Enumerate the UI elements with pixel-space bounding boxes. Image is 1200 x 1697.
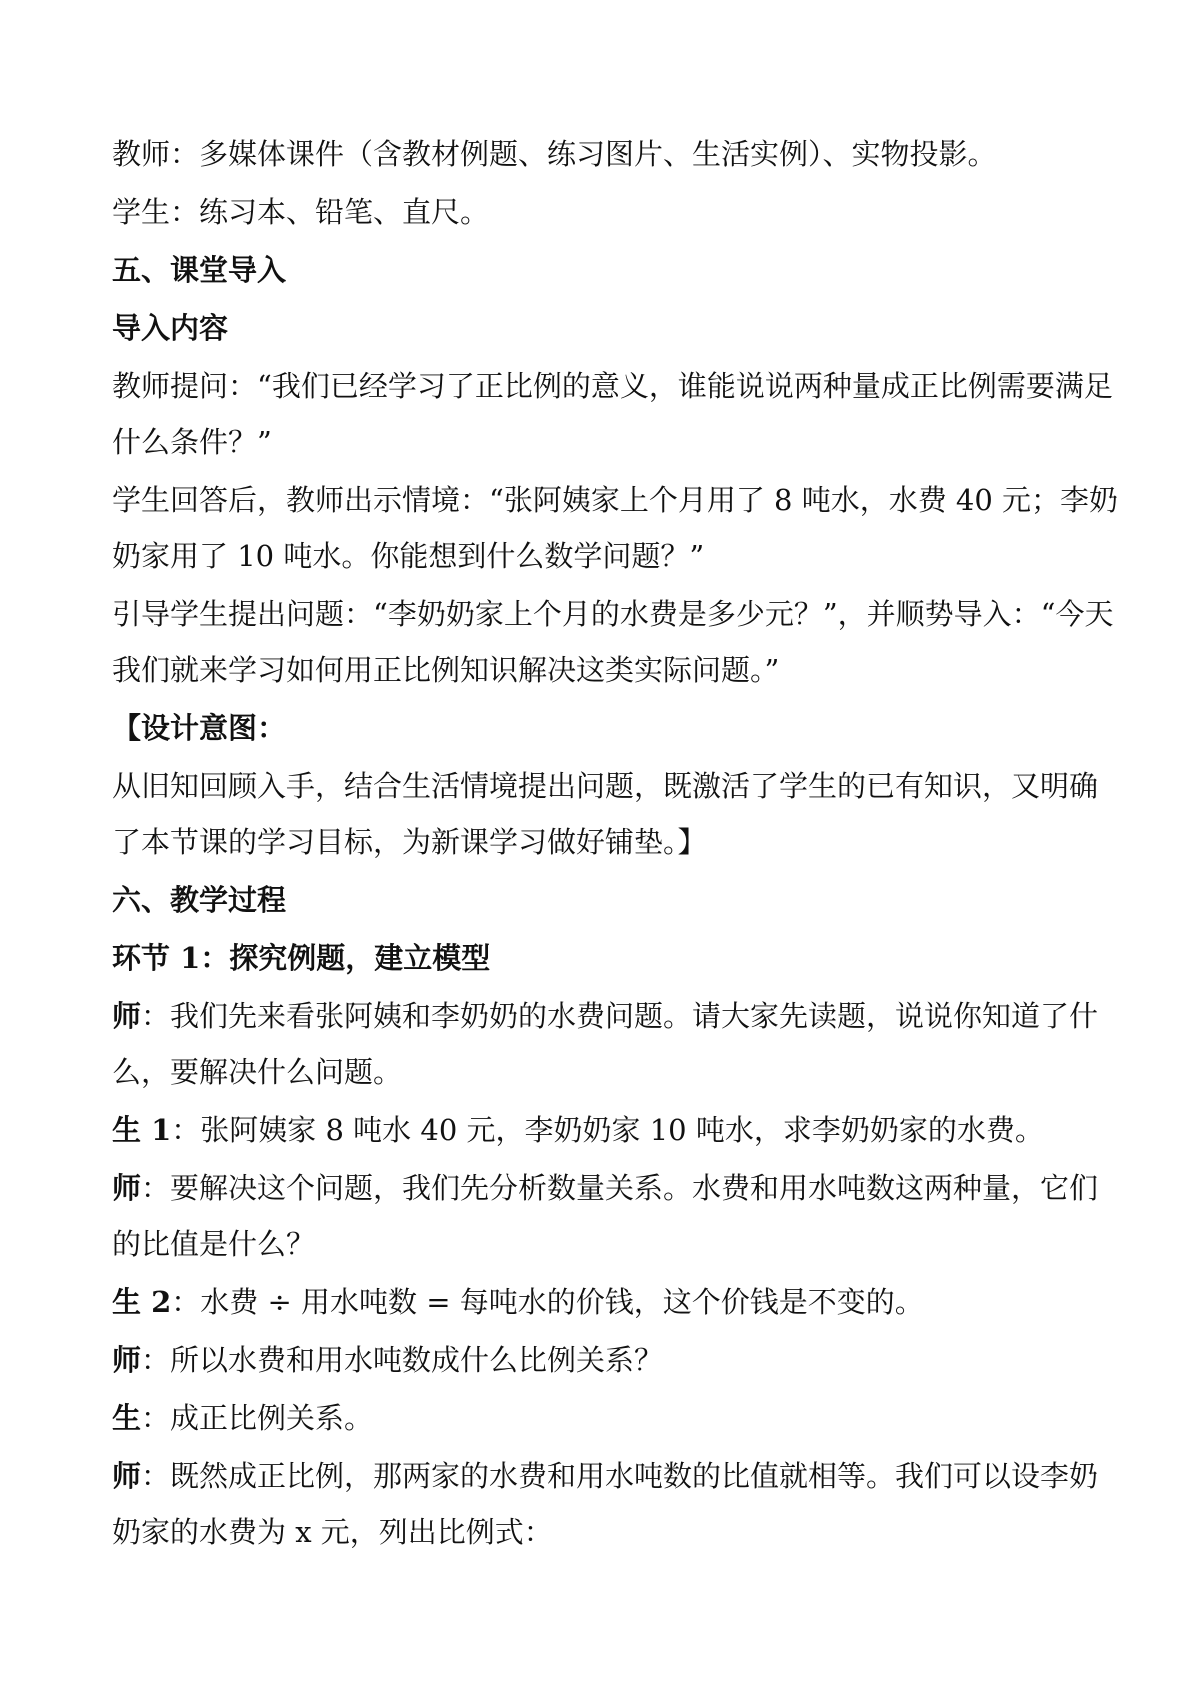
- dialogue-text: 么，要解决什么问题。: [112, 1055, 403, 1089]
- design-intent-line-2: 了本节课的学习目标，为新课学习做好铺垫。】: [112, 825, 707, 859]
- dialogue-speaker: 师: [112, 999, 142, 1033]
- design-intent-heading: 【设计意图：: [112, 711, 287, 745]
- dialogue-line: [112, 1226, 1102, 1262]
- dialogue-text: ：水费 ÷ 用水吨数 = 每吨水的价钱，这个价钱是不变的。: [171, 1285, 924, 1319]
- dialogue-speaker: 生 2: [112, 1285, 172, 1319]
- dialogue-line: [112, 1170, 1102, 1206]
- design-intent-line-1: 从旧知回顾入手，结合生活情境提出问题，既激活了学生的已有知识，又明确: [112, 769, 1099, 803]
- dialogue-speaker: 师: [112, 1459, 142, 1493]
- paragraph-scenario-line-2: 奶家用了 10 吨水。你能想到什么数学问题？”: [112, 539, 705, 573]
- dialogue-line: [112, 1284, 1102, 1320]
- dialogue-text: ：成正比例关系。: [141, 1401, 374, 1435]
- dialogue-text: 的比值是什么？: [112, 1227, 316, 1261]
- paragraph-teacher-question-line-2: 什么条件？”: [112, 425, 272, 459]
- dialogue-speaker: 生: [112, 1401, 142, 1435]
- section-heading-teaching-process: 六、教学过程: [112, 883, 287, 917]
- paragraph-guidance-line-1: 引导学生提出问题：“李奶奶家上个月的水费是多少元？”，并顺势导入：“今天: [112, 597, 1114, 631]
- paragraph-scenario-line-1: 学生回答后，教师出示情境：“张阿姨家上个月用了 8 吨水，水费 40 元；李奶: [112, 483, 1119, 517]
- dialogue-text: 奶家的水费为 x 元，列出比例式：: [112, 1515, 553, 1549]
- dialogue-line: [112, 1400, 1102, 1436]
- dialogue-text: ：要解决这个问题，我们先分析数量关系。水费和用水吨数这两种量，它们: [141, 1171, 1099, 1205]
- dialogue-line: [112, 1458, 1102, 1494]
- paragraph-teacher-question-line-1: 教师提问：“我们已经学习了正比例的意义，谁能说说两种量成正比例需要满足: [112, 369, 1113, 403]
- dialogue-speaker: 师: [112, 1343, 142, 1377]
- dialogue-text: ：既然成正比例，那两家的水费和用水吨数的比值就相等。我们可以设李奶: [141, 1459, 1099, 1493]
- materials-student: 学生：练习本、铅笔、直尺。: [112, 195, 490, 229]
- dialogue-text: ：所以水费和用水吨数成什么比例关系？: [141, 1343, 664, 1377]
- paragraph-guidance-line-2: 我们就来学习如何用正比例知识解决这类实际问题。”: [112, 653, 780, 687]
- dialogue-line: [112, 1342, 1102, 1378]
- dialogue-line: [112, 998, 1102, 1034]
- subheading-step-1: 环节 1：探究例题，建立模型: [112, 941, 491, 975]
- dialogue-line: [112, 1054, 1102, 1090]
- materials-teacher: 教师：多媒体课件（含教材例题、练习图片、生活实例）、实物投影。: [112, 137, 997, 171]
- subheading-introduction-content: 导入内容: [112, 311, 229, 345]
- dialogue-speaker: 生 1: [112, 1113, 172, 1147]
- dialogue-line: [112, 1112, 1102, 1148]
- section-heading-introduction: 五、课堂导入: [112, 253, 287, 287]
- document-body: [112, 136, 1119, 1550]
- dialogue-line: [112, 1514, 1102, 1550]
- dialogue-text: ：我们先来看张阿姨和李奶奶的水费问题。请大家先读题，说说你知道了什: [141, 999, 1099, 1033]
- dialogue-speaker: 师: [112, 1171, 142, 1205]
- dialogue-text: ：张阿姨家 8 吨水 40 元，李奶奶家 10 吨水，求李奶奶家的水费。: [171, 1113, 1044, 1147]
